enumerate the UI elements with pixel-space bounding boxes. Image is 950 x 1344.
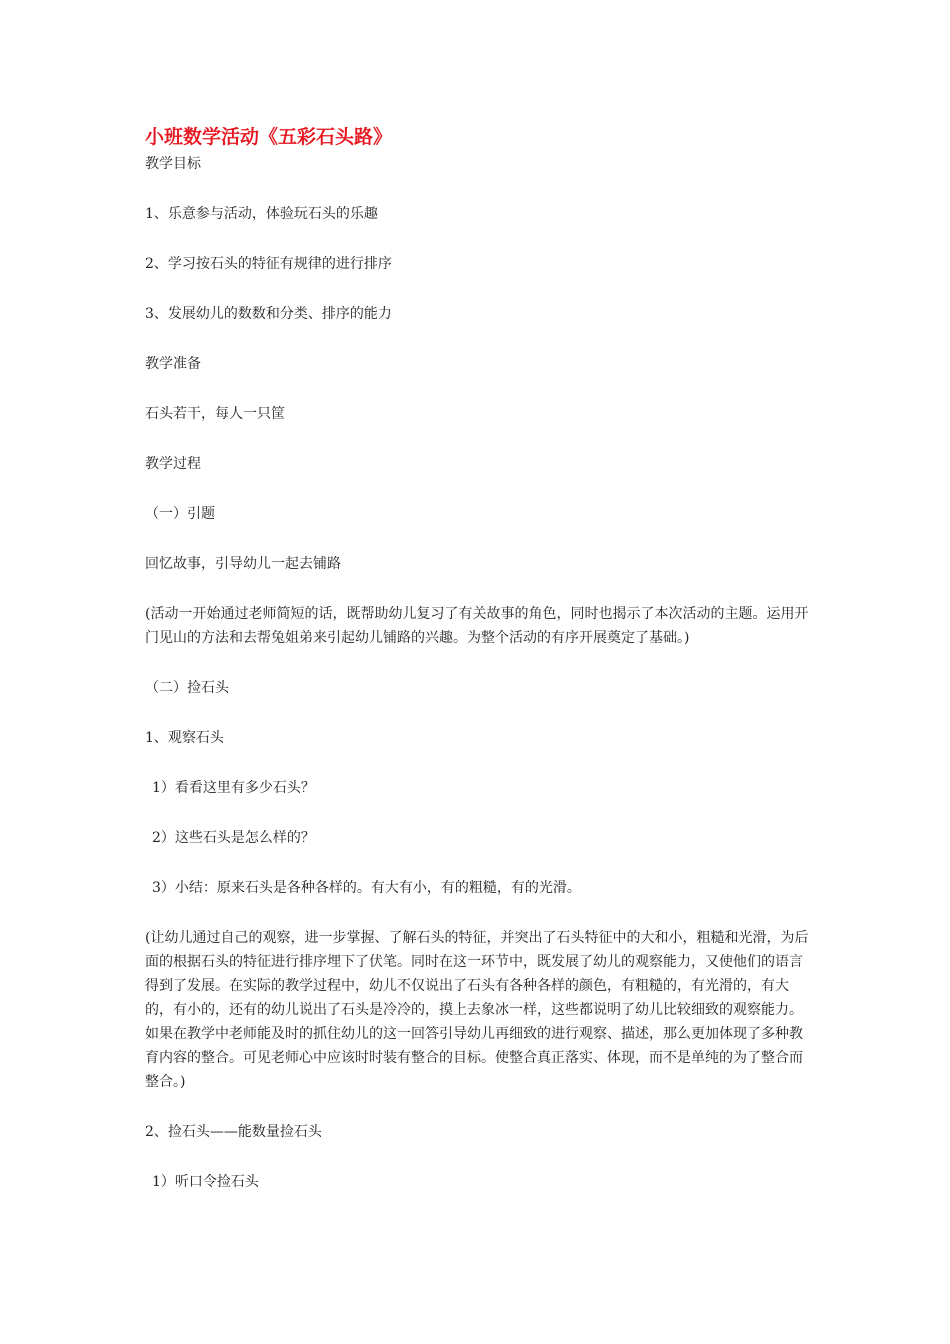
document-body <box>145 122 813 1194</box>
step-collect-by-number: 2、捡石头——能数量捡石头 <box>145 1124 322 1140</box>
question-1: 1）看看这里有多少石头？ <box>152 780 315 796</box>
instruction-1: 1）听口令捡石头 <box>152 1174 259 1190</box>
goal-item-2: 2、学习按石头的特征有规律的进行排序 <box>145 256 392 272</box>
goal-item-1: 1、乐意参与活动，体验玩石头的乐趣 <box>145 206 378 222</box>
subheading-intro: （一）引题 <box>145 506 215 522</box>
section-heading-preparation: 教学准备 <box>145 356 201 372</box>
intro-commentary: (活动一开始通过老师简短的话，既帮助幼儿复习了有关故事的角色，同时也揭示了本次活动的主题。运用开门见山的方法和去帮兔姐弟来引起幼儿铺路的兴趣。为整个活动的有序开展奠定了基础。) <box>145 606 809 646</box>
step-observe-stones: 1、观察石头 <box>145 730 224 746</box>
observation-commentary: (让幼儿通过自己的观察，进一步掌握、了解石头的特征，并突出了石头特征中的大和小，粗糙和光滑，为后面的根据石头的特征进行排序埋下了伏笔。同时在这一环节中，既发展了幼儿的观察能力，又使他们的语言得到了发展。在实际的教学过程中，幼儿不仅说出了石头有各种各样的颜色，有粗糙的，有光滑的，有大的，有小的，还有的幼儿说出了石头是冷冷的，摸上去象冰一样，这些都说明了幼儿比较细致的观察能力。如果在教学中老师能及时的抓住幼儿的这一回答引导幼儿再细致的进行观察、描述，那么更加体现了多种教育内容的整合。可见老师心中应该时时装有整合的目标。使整合真正落实、体现，而不是单纯的为了整合而整合。) <box>145 930 809 1090</box>
preparation-text: 石头若干，每人一只筐 <box>145 406 285 422</box>
goal-item-3: 3、发展幼儿的数数和分类、排序的能力 <box>145 306 392 322</box>
section-heading-goals: 教学目标 <box>145 156 201 172</box>
summary-3: 3）小结：原来石头是各种各样的。有大有小，有的粗糙，有的光滑。 <box>152 880 581 896</box>
intro-text: 回忆故事，引导幼儿一起去铺路 <box>145 556 341 572</box>
document-title: 小班数学活动《五彩石头路》 <box>145 126 393 148</box>
question-2: 2）这些石头是怎么样的？ <box>152 830 315 846</box>
subheading-collect-stones: （二）捡石头 <box>145 680 229 696</box>
section-heading-process: 教学过程 <box>145 456 201 472</box>
